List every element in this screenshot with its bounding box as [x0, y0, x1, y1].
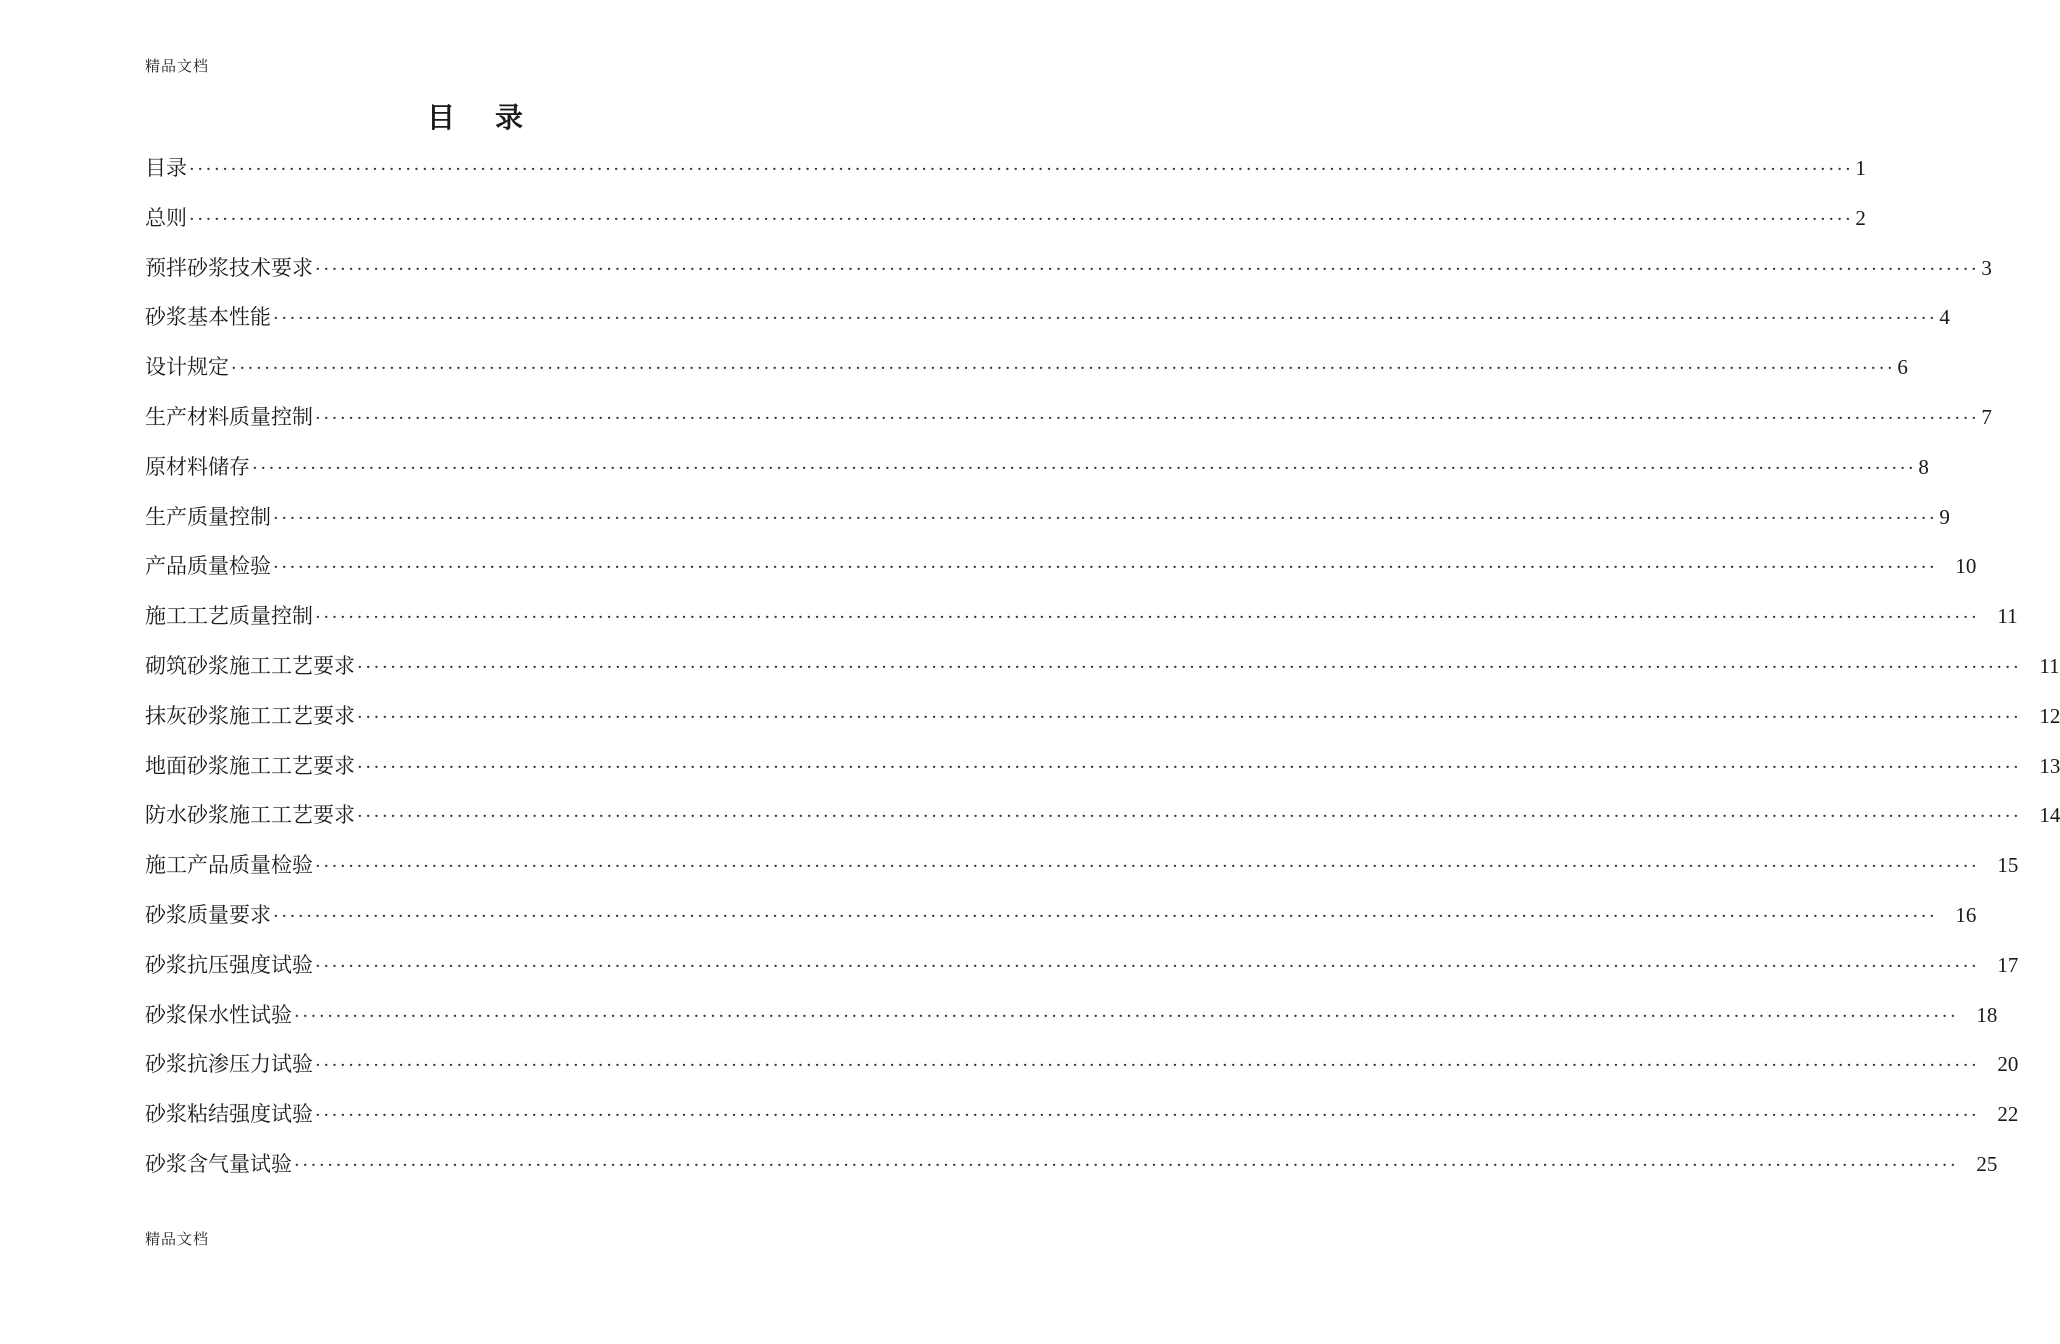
toc-entry-page-number: 18: [1976, 1002, 1998, 1027]
toc-entry[interactable]: [145, 299, 1950, 349]
toc-entry-page-number: 12: [2039, 703, 2060, 728]
toc-entry[interactable]: [145, 797, 2060, 847]
toc-leader-dots: ········································································································································································································: [357, 656, 2022, 678]
toc-leader-dots: ········································································································································································································: [315, 1105, 1980, 1127]
toc-leader-dots: ········································································································································································································: [273, 557, 1938, 579]
toc-entry-page-number: 16: [1955, 902, 1977, 927]
toc-entry-label: 砂浆质量要求: [145, 902, 271, 927]
toc-entry-label: 设计规定: [145, 355, 229, 380]
toc-entry-page-number: 25: [1976, 1151, 1998, 1176]
toc-entry-page-number: 7: [1981, 404, 1992, 429]
toc-entry[interactable]: [145, 598, 2018, 648]
toc-entry[interactable]: [145, 1146, 1998, 1196]
toc-leader-dots: ········································································································································································································: [315, 258, 1980, 280]
toc-entry-label: 砂浆抗压强度试验: [145, 952, 313, 977]
toc-entry-label: 施工工艺质量控制: [145, 604, 313, 629]
toc-leader-dots: ········································································································································································································: [273, 905, 1938, 927]
toc-leader-dots: ········································································································································································································: [294, 1154, 1959, 1176]
toc-leader-dots: ········································································································································································································: [189, 208, 1854, 230]
page-footer-watermark: 精品文档: [145, 1230, 210, 1248]
toc-entry-page-number: 11: [2039, 653, 2060, 678]
toc-entry-label: 抹灰砂浆施工工艺要求: [145, 703, 355, 728]
toc-entry-page-number: 6: [1897, 355, 1908, 380]
toc-entry[interactable]: [145, 698, 2060, 748]
toc-entry[interactable]: [145, 200, 1866, 250]
toc-leader-dots: ········································································································································································································: [315, 607, 1980, 629]
page-header-watermark: 精品文档: [145, 57, 210, 75]
toc-entry-page-number: 15: [1997, 853, 2019, 878]
toc-entry-label: 总则: [145, 205, 187, 230]
toc-entry[interactable]: [145, 1046, 2019, 1096]
toc-entry-page-number: 9: [1939, 504, 1950, 529]
toc-leader-dots: ········································································································································································································: [357, 706, 2022, 728]
toc-entry-label: 砌筑砂浆施工工艺要求: [145, 653, 355, 678]
toc-entry-label: 砂浆粘结强度试验: [145, 1102, 313, 1127]
toc-leader-dots: ········································································································································································································: [273, 507, 1938, 529]
toc-entry-label: 预拌砂浆技术要求: [145, 255, 313, 280]
toc-leader-dots: ········································································································································································································: [273, 308, 1938, 330]
toc-leader-dots: ········································································································································································································: [294, 1005, 1959, 1027]
toc-leader-dots: ········································································································································································································: [315, 1055, 1980, 1077]
toc-entry-label: 砂浆抗渗压力试验: [145, 1052, 313, 1077]
toc-leader-dots: ········································································································································································································: [315, 856, 1980, 878]
toc-entry-page-number: 3: [1981, 255, 1992, 280]
toc-entry-page-number: 4: [1939, 305, 1950, 330]
toc-entry-page-number: 1: [1855, 156, 1866, 180]
toc-entry-label: 防水砂浆施工工艺要求: [145, 803, 355, 828]
toc-entry-page-number: 20: [1997, 1052, 2019, 1077]
toc-entry-page-number: 17: [1997, 952, 2019, 977]
toc-entry-label: 原材料储存: [145, 454, 250, 479]
toc-entry[interactable]: [145, 449, 1929, 499]
toc-entry[interactable]: [145, 349, 1908, 399]
toc-entry-page-number: 14: [2039, 803, 2060, 828]
toc-entry-label: 生产材料质量控制: [145, 404, 313, 429]
toc-leader-dots: ········································································································································································································: [315, 955, 1980, 977]
toc-entry-label: 砂浆含气量试验: [145, 1151, 292, 1176]
toc-leader-dots: ········································································································································································································: [357, 756, 2022, 778]
toc-entry[interactable]: [145, 947, 2019, 997]
toc-entry-page-number: 10: [1955, 554, 1977, 579]
toc-entry-label: 砂浆保水性试验: [145, 1002, 292, 1027]
toc-entry-label: 地面砂浆施工工艺要求: [145, 753, 355, 778]
page-title: 目录: [426, 101, 563, 134]
toc-leader-dots: ········································································································································································································: [189, 159, 1854, 180]
toc-leader-dots: ········································································································································································································: [252, 457, 1917, 479]
toc-entry-page-number: 2: [1855, 205, 1866, 230]
toc-entry[interactable]: [145, 1096, 2019, 1146]
toc-leader-dots: ········································································································································································································: [357, 806, 2022, 828]
toc-entry[interactable]: [145, 150, 1866, 200]
toc-entry-page-number: 11: [1997, 604, 2018, 629]
toc-entry[interactable]: [145, 399, 1992, 449]
toc-entry-page-number: 22: [1997, 1102, 2019, 1127]
toc-leader-dots: ········································································································································································································: [231, 358, 1896, 380]
toc-entry-page-number: 13: [2039, 753, 2060, 778]
toc-leader-dots: ········································································································································································································: [315, 407, 1980, 429]
toc-entry[interactable]: [145, 548, 1977, 598]
toc-entry[interactable]: [145, 499, 1950, 549]
toc-entry-label: 砂浆基本性能: [145, 305, 271, 330]
toc-entry[interactable]: [145, 997, 1998, 1047]
toc-entry[interactable]: [145, 648, 2060, 698]
toc-entry-label: 施工产品质量检验: [145, 853, 313, 878]
toc-entry-page-number: 8: [1918, 454, 1929, 479]
toc-entry[interactable]: [145, 897, 1977, 947]
toc-entry[interactable]: [145, 748, 2060, 798]
toc-entry[interactable]: [145, 250, 1992, 300]
toc-entry[interactable]: [145, 847, 2019, 897]
table-of-contents: [145, 150, 2060, 1196]
toc-entry-label: 产品质量检验: [145, 554, 271, 579]
toc-entry-label: 生产质量控制: [145, 504, 271, 529]
toc-entry-label: 目录: [145, 156, 187, 180]
